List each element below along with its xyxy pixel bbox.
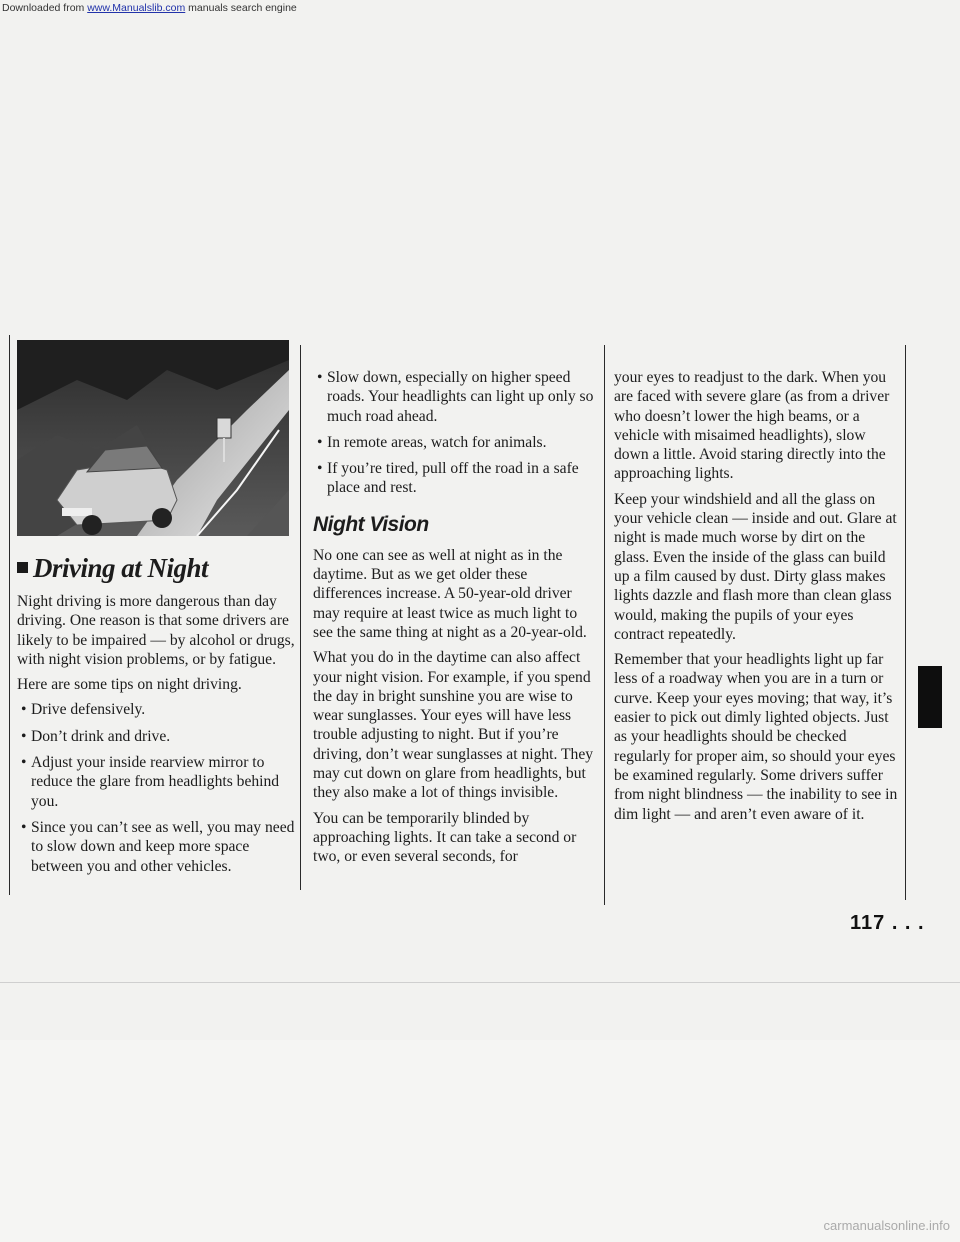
header-suffix: manuals search engine <box>185 2 297 14</box>
column-rule-2 <box>604 345 605 905</box>
tip-item <box>17 818 295 876</box>
header-prefix: Downloaded from <box>2 2 88 14</box>
page-number: 117 . . . <box>850 912 925 934</box>
right-column <box>614 368 902 830</box>
tip-text: Since you can’t see as well, you may need to slow down and keep more space between you and other vehicles. <box>31 818 295 875</box>
tip-text: In remote areas, watch for animals. <box>327 433 547 451</box>
body-paragraph: You can be temporarily blinded by approaching lights. It can take a second or two, or even several seconds, for <box>313 809 577 866</box>
bullet-dot: • <box>21 754 27 772</box>
tip-text: Drive defensively. <box>31 701 146 719</box>
tips-intro: Here are some tips on night driving. <box>17 676 242 694</box>
blank-lower-area <box>0 1040 960 1242</box>
tip-item <box>17 700 295 719</box>
tip-item <box>313 433 598 452</box>
tip-item <box>17 753 295 811</box>
bottom-rule <box>0 982 960 983</box>
bullet-dot: • <box>317 460 323 478</box>
tip-item <box>17 727 295 746</box>
body-paragraph: What you do in the daytime can also affect your night vision. For example, if you spend the day in bright sunshine you are wise to wear sunglasses. Your eyes will have less trouble adjusting to night. But if you’re driving, don’t wear sunglasses at night. They may cut down on glare from headlights, but they also make a lot of things invisible. <box>313 649 594 802</box>
bullet-dot: • <box>21 701 27 719</box>
tip-text: Don’t drink and drive. <box>31 727 171 745</box>
section-heading-text: Driving at Night <box>33 553 209 583</box>
car-on-road-illustration <box>17 340 289 536</box>
bullet-dot: • <box>21 727 27 745</box>
right-margin-rule <box>905 345 906 900</box>
manualslib-link[interactable]: www.Manualslib.com <box>87 2 186 14</box>
bullet-dot: • <box>317 369 323 386</box>
bullet-dot: • <box>21 818 27 836</box>
footer-watermark: carmanualsonline.info <box>823 1218 950 1233</box>
middle-column <box>313 368 598 873</box>
download-header <box>2 2 297 14</box>
left-column <box>17 546 295 883</box>
body-paragraph: Keep your windshield and all the glass on your vehicle clean — inside and out. Glare at night is made much worse by dirt on the glass. Even the inside of the glass can build up a film caused by dust. Dirty glass makes lights dazzle and flash more than clean glass would, making the pupils of your eyes contract repeatedly. <box>614 490 897 643</box>
tip-item <box>313 368 598 426</box>
section-thumb-tab <box>918 666 942 728</box>
tip-text: Slow down, especially on higher speed roads. Your headlights can light up only so much road ahead. <box>327 369 594 425</box>
section-heading <box>17 552 295 584</box>
bullet-dot: • <box>317 433 323 451</box>
tip-text: Adjust your inside rearview mirror to reduce the glare from headlights behind you. <box>31 754 280 810</box>
heading-bullet-square <box>17 562 28 573</box>
tip-text: If you’re tired, pull off the road in a safe place and rest. <box>327 460 579 497</box>
left-margin-rule <box>9 335 10 895</box>
column-rule-1 <box>300 345 301 890</box>
night-vision-heading: Night Vision <box>313 512 429 536</box>
night-driving-illustration <box>17 340 289 536</box>
body-paragraph: Remember that your headlights light up far less of a roadway when you are in a turn or curve. Keep your eyes moving; that way, it’s easier to pick out dimly lighted objects. Just as your headlights should be checked regularly for proper aim, so should your eyes be examined regularly. Some drivers suffer from night blindness — the inability to see in dim light — and aren’t even aware of it. <box>614 651 898 823</box>
body-paragraph: No one can see as well at night as in the daytime. But as we get older these differences increase. A 50-year-old driver may require at least twice as much light to see the same thing at night as a 20-year-old. <box>313 546 587 641</box>
tip-item <box>313 459 598 498</box>
intro-paragraph: Night driving is more dangerous than day driving. One reason is that some drivers are likely to be impaired — by alcohol or drugs, with night vision problems, or by fatigue. <box>17 593 295 668</box>
body-paragraph: your eyes to readjust to the dark. When you are faced with severe glare (as from a driver who doesn’t lower the high beams, or a vehicle with misaimed headlights), slow down a little. Avoid staring directly into the approaching lights. <box>614 369 890 483</box>
